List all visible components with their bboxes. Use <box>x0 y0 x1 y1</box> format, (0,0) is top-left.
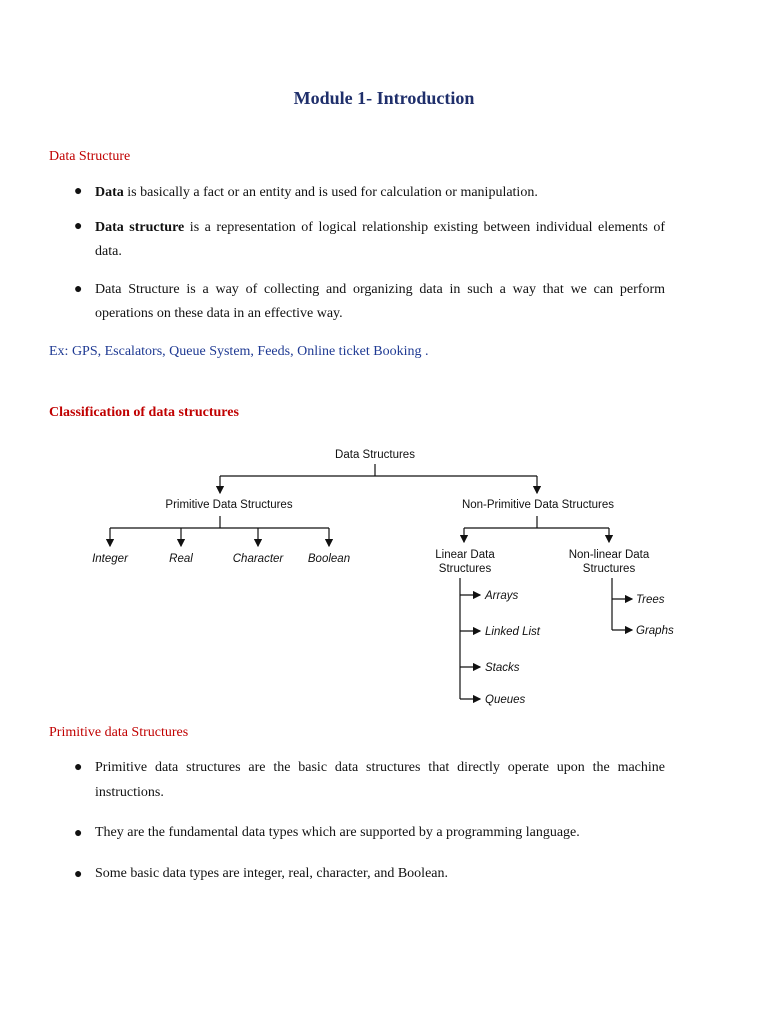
bullet-description: is a representation of logical relationship existing between individual elements of data. <box>95 220 665 259</box>
leaf-linked-list: Linked List <box>485 626 540 638</box>
root-node-label: Data Structures <box>335 449 415 461</box>
bullet-fundamental-types: They are the fundamental data types which are supported by a programming language. <box>95 825 580 840</box>
leaf-queues: Queues <box>485 694 526 706</box>
leaf-graphs: Graphs <box>636 625 674 637</box>
bullet-icon: ● <box>74 282 83 297</box>
leaf-arrays: Arrays <box>485 590 519 602</box>
non-primitive-node-label: Non-Primitive Data Structures <box>461 499 615 511</box>
bullet-term: Data structure <box>95 220 185 235</box>
bullet-icon: ● <box>74 760 83 775</box>
leaf-boolean: Boolean <box>307 553 351 565</box>
bullet-description: Data Structure is a way of collecting and organizing data in such a way that we can perform operations on these data in an effective way. <box>95 282 665 321</box>
bullet-data-structure-purpose <box>95 278 665 326</box>
primitive-node-label: Primitive Data Structures <box>165 499 293 511</box>
leaf-integer: Integer <box>92 553 128 565</box>
nonlinear-node-label: Non-linear Data <box>568 549 650 561</box>
bullet-data-definition <box>95 181 665 205</box>
bullet-icon: ● <box>74 184 83 199</box>
leaf-stacks: Stacks <box>485 662 520 674</box>
bullet-data-structure-definition <box>95 216 665 264</box>
bullet-description: is basically a fact or an entity and is used for calculation or manipulation. <box>123 185 538 200</box>
section-heading-classification: Classification of data structures <box>49 405 239 420</box>
bullet-primitive-definition: Primitive data structures are the basic data structures that directly operate upon the machine instructions. <box>95 760 665 800</box>
classification-diagram <box>85 438 695 716</box>
section-heading-data-structure: Data Structure <box>49 149 131 164</box>
leaf-real: Real <box>169 553 193 565</box>
page-title: Module 1- Introduction <box>293 88 475 108</box>
bullet-icon: ● <box>74 867 83 882</box>
examples-line: Ex: GPS, Escalators, Queue System, Feeds, Online ticket Booking . <box>49 344 429 359</box>
nonlinear-node-label-line2: Structures <box>582 563 636 575</box>
linear-node-label: Linear Data <box>435 549 495 561</box>
leaf-trees: Trees <box>636 594 665 606</box>
bullet-term: Data <box>95 185 124 200</box>
bullet-icon: ● <box>74 826 83 841</box>
bullet-icon: ● <box>74 219 83 234</box>
linear-node-label-line2: Structures <box>438 563 492 575</box>
leaf-character: Character <box>232 553 284 565</box>
section-heading-primitive: Primitive data Structures <box>49 725 189 740</box>
bullet-basic-types: Some basic data types are integer, real, character, and Boolean. <box>95 866 448 881</box>
